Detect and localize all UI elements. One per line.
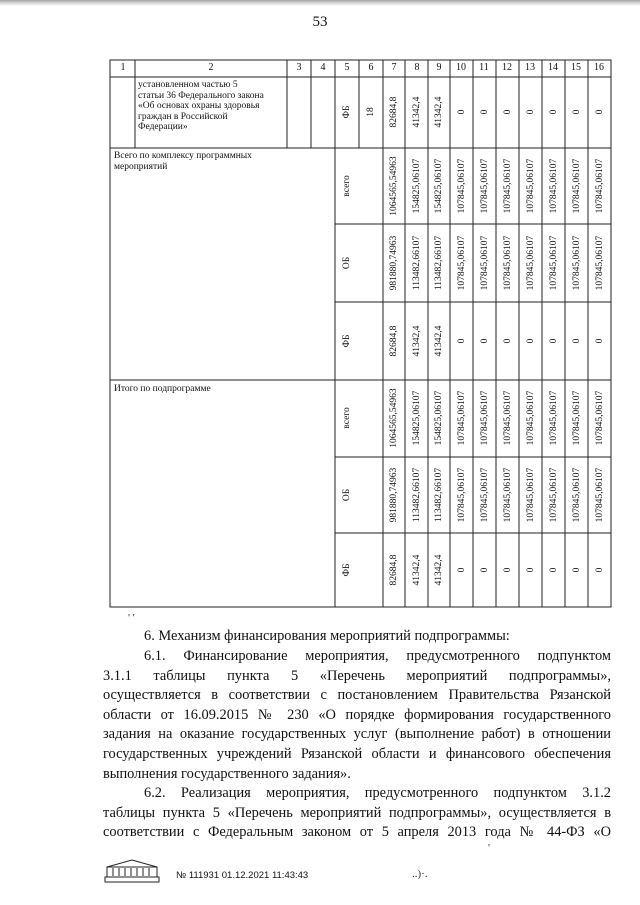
block2-row2-value-15: 0: [571, 338, 582, 344]
col-header-9: 9: [436, 62, 442, 73]
block2-row2-source: ФБ: [342, 334, 352, 348]
col-header-2: 2: [208, 62, 214, 73]
block3-row1-value-7: 981880,74963: [389, 467, 399, 523]
block1-value-12: 0: [502, 109, 513, 115]
block2-row0-value-9: 154825,06107: [434, 158, 444, 214]
col-header-10: 10: [456, 62, 466, 73]
col-header-14: 14: [548, 62, 558, 73]
col-header-6: 6: [368, 62, 374, 73]
block2-row0-value-15: 107845,06107: [571, 158, 582, 214]
block1-value-7: 82684,8: [389, 96, 399, 128]
block2-row1-value-10: 107845,06107: [456, 235, 467, 291]
building-stamp-icon: [103, 857, 161, 885]
col-header-11: 11: [479, 62, 489, 73]
block3-row0-value-12: 107845,06107: [502, 390, 513, 446]
block2-row1-value-9: 113482,66107: [434, 235, 444, 291]
block2-row1-source: ОБ: [342, 256, 352, 270]
scan-mark-bottom: ..)·.: [412, 868, 428, 880]
table-border: [110, 60, 611, 607]
block3-row2-value-16: 0: [594, 567, 605, 573]
block3-row1-value-10: 107845,06107: [456, 467, 467, 523]
block2-row2-value-7: 82684,8: [389, 325, 399, 357]
block2-row2-value-11: 0: [479, 338, 490, 344]
block3-row2-value-12: 0: [502, 567, 513, 573]
block3-row0-value-13: 107845,06107: [525, 390, 536, 446]
block1-value-11: 0: [479, 109, 490, 115]
block2-row1-value-14: 107845,06107: [548, 235, 559, 291]
col-header-12: 12: [502, 62, 512, 73]
col-header-13: 13: [525, 62, 535, 73]
block2-row0-value-12: 107845,06107: [502, 158, 513, 214]
block3-row2-value-11: 0: [479, 567, 490, 573]
block1-value-15: 0: [571, 109, 582, 115]
block2-row2-value-10: 0: [456, 338, 467, 344]
block1-value-9: 41342,4: [434, 96, 444, 128]
scan-mark-right: ': [488, 842, 490, 854]
block3-row2-value-7: 82684,8: [389, 554, 399, 586]
block2-row0-value-14: 107845,06107: [548, 158, 559, 214]
block1-value-13: 0: [525, 109, 536, 115]
block2-row2-value-14: 0: [548, 338, 559, 344]
block1-description: установленном частью 5 статьи 36 Федерального закона «Об основах охраны здоровья граждан в Российской Федерации»: [138, 80, 264, 132]
block3-row1-value-13: 107845,06107: [525, 467, 536, 523]
block2-row0-source: всего: [342, 175, 352, 197]
block3-row1-value-16: 107845,06107: [594, 467, 605, 523]
col-header-16: 16: [594, 62, 604, 73]
block3-title: Итого по подпрограмме: [114, 384, 211, 394]
block2-row2-value-16: 0: [594, 338, 605, 344]
block2-row1-value-8: 113482,66107: [411, 235, 422, 291]
col-header-8: 8: [414, 62, 420, 73]
block2-row0-value-10: 107845,06107: [456, 158, 467, 214]
block2-row0-value-11: 107845,06107: [479, 158, 490, 214]
block3-row1-source: ОБ: [342, 488, 352, 502]
block3-row0-value-7: 1064565,54963: [389, 388, 399, 448]
col-header-15: 15: [571, 62, 581, 73]
col-header-4: 4: [320, 62, 326, 73]
block1-value-16: 0: [594, 109, 605, 115]
block1-source: ФБ: [342, 105, 352, 119]
block3-row1-value-9: 113482,66107: [434, 467, 444, 523]
block2-row1-value-11: 107845,06107: [479, 235, 490, 291]
block2-row0-value-8: 154825,06107: [411, 158, 422, 214]
block2-row1-value-7: 981880,74963: [389, 235, 399, 291]
block1-code: 18: [366, 107, 376, 117]
block3-row0-value-15: 107845,06107: [571, 390, 582, 446]
paragraph-6-1: 6.1. Финансирование мероприятия, предусмотренного подпунктом 3.1.1 таблицы пункта 5 «Перечень мероприятий подпрограммы», осуществляется в соответствии с постановлением Правительства Рязанской области от 16.09.2015 № 230 «О порядке формирования государственного задания на оказание государственных услуг (выполнение работ) в отношении государственных учреждений Рязанской области и финансового обеспечения выполнения государственного задания».: [103, 648, 611, 782]
paragraph-6-2: 6.2. Реализация мероприятия, предусмотренного подпунктом 3.1.2 таблицы пункта 5 «Перечень мероприятий подпрограммы», осуществляется в соответствии с Федеральным законом от 5 апреля 2013 года № 44-ФЗ «О: [103, 785, 611, 841]
document-id: № 111931 01.12.2021 11:43:43: [176, 870, 309, 881]
col-header-7: 7: [391, 62, 397, 73]
block3-row1-value-14: 107845,06107: [548, 467, 559, 523]
col-header-1: 1: [120, 62, 126, 73]
block2-row1-value-13: 107845,06107: [525, 235, 536, 291]
block2-row2-value-8: 41342,4: [411, 325, 422, 357]
block3-row2-source: ФБ: [342, 563, 352, 577]
block1-value-10: 0: [456, 109, 467, 115]
block3-row0-value-9: 154825,06107: [434, 390, 444, 446]
scan-mark-left: ' ': [128, 612, 135, 624]
block2-title: Всего по комплексу программных мероприятий: [114, 151, 252, 172]
block2-row0-value-13: 107845,06107: [525, 158, 536, 214]
block3-row2-value-9: 41342,4: [434, 554, 444, 586]
block3-row1-value-8: 113482,66107: [411, 467, 422, 523]
block2-row2-value-9: 41342,4: [434, 325, 444, 357]
block3-row0-value-10: 107845,06107: [456, 390, 467, 446]
col-header-3: 3: [296, 62, 302, 73]
block3-row2-value-14: 0: [548, 567, 559, 573]
page-number: 53: [312, 14, 328, 30]
block3-row2-value-13: 0: [525, 567, 536, 573]
block3-row2-value-10: 0: [456, 567, 467, 573]
block2-row1-value-15: 107845,06107: [571, 235, 582, 291]
block3-row2-value-8: 41342,4: [411, 554, 422, 586]
col-header-5: 5: [344, 62, 350, 73]
block1-value-8: 41342,4: [411, 96, 422, 128]
block2-row1-value-16: 107845,06107: [594, 235, 605, 291]
block2-row1-value-12: 107845,06107: [502, 235, 513, 291]
block3-row0-value-14: 107845,06107: [548, 390, 559, 446]
block3-row1-value-11: 107845,06107: [479, 467, 490, 523]
block2-row2-value-12: 0: [502, 338, 513, 344]
block2-row2-value-13: 0: [525, 338, 536, 344]
block1-value-14: 0: [548, 109, 559, 115]
section-heading: 6. Механизм финансирования мероприятий подпрограммы:: [144, 628, 510, 644]
block3-row0-value-16: 107845,06107: [594, 390, 605, 446]
block3-row1-value-15: 107845,06107: [571, 467, 582, 523]
block3-row0-value-8: 154825,06107: [411, 390, 422, 446]
block3-row0-source: всего: [342, 407, 352, 429]
block3-row1-value-12: 107845,06107: [502, 467, 513, 523]
block3-row0-value-11: 107845,06107: [479, 390, 490, 446]
block2-row0-value-7: 1064565,54963: [389, 156, 399, 216]
block3-row2-value-15: 0: [571, 567, 582, 573]
block2-row0-value-16: 107845,06107: [594, 158, 605, 214]
